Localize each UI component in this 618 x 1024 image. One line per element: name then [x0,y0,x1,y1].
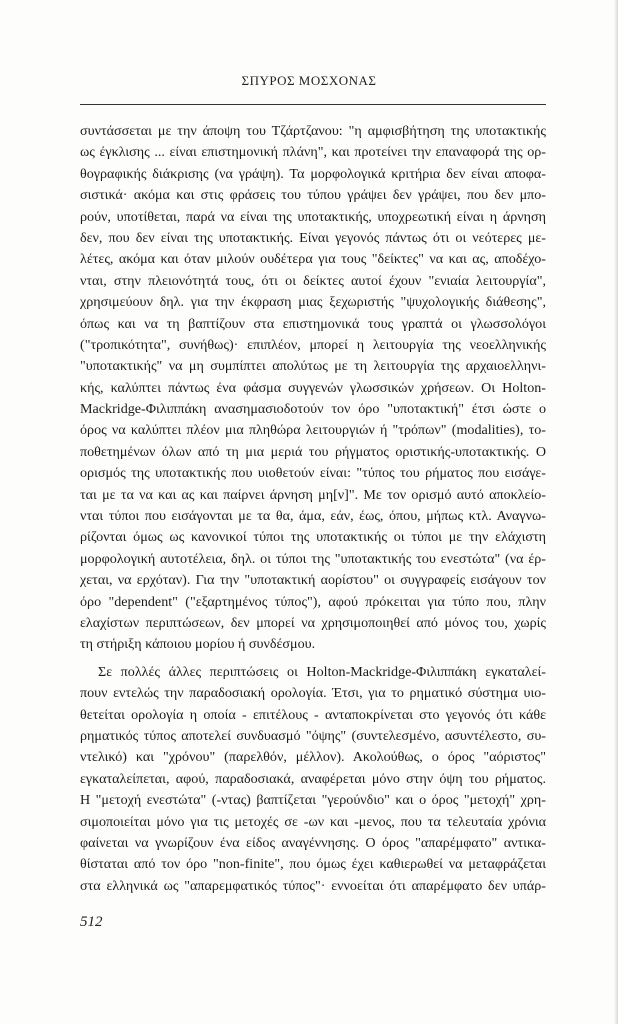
text-line: χρησιμεύουν δηλ. για την έκφραση μιας ξεχωριστής "ψυχολογικής διάθεσης", [80,294,546,311]
text-line: ("τροπικότητα", συνήθως)· επιπλέον, μπορεί η λειτουργία της νεοελληνικής [80,336,546,353]
text-line: πουν εντελώς την παραδοσιακή ορολογία. Έτσι, για το ρηματικό σύστημα υιο- [80,685,546,702]
page-edge-shadow [614,0,618,1024]
text-line-paragraph-end: τη στήριξη κάποιου μορίου ή συνδέσμου. [80,636,316,653]
text-line: ρίζονται όμως ως κανονικοί τύποι της υποτακτικής οι τύποι με την ελάχιστη [80,529,546,546]
text-line: ρηματικός τύπος αποτελεί συνδυασμό "όψης" (συντελεσμένο, ασυντέλεστο, συ- [80,727,546,744]
text-line: θετείται ορολογία η οποία - επιτέλους - ανταποκρίνεται στο γεγονός ότι κάθε [80,706,546,723]
text-line: Mackridge-Φιλιππάκη ανασημασιοδοτούν τον όρο "υποτακτική" έτσι ώστε ο [80,401,546,418]
text-line: ποθετημένων όλων από τη μια μεριά του ρήγματος οριστικής-υποτακτικής. Ο [80,443,546,460]
text-line: εγκαταλείπεται, αφού, παραδοσιακά, αναφέρεται μόνο στην όψη του ρήματος. [80,770,546,787]
text-line-paragraph-start: Σε πολλές άλλες περιπτώσεις οι Holton-Mackridge-Φιλιππάκη εγκαταλεί- [98,663,546,680]
text-line: λέτες, ακόμα και όταν μιλούν ουδέτερα για τους "δείκτες" να και ας, αποδέχο- [80,251,546,268]
text-line: στα ελληνικά ως "απαρεμφατικός τύπος"· εννοείται ότι απαρέμφατο δεν υπάρ- [80,877,546,894]
text-line: όρο "dependent" ("εξαρτημένος τύπος"), αφού πρόκειται για τύπο που, πλην [80,593,546,610]
text-line: "υποτακτικής" να μη συμπίπτει απολύτως με τη λειτουργία της αρχαιοελληνι- [80,358,546,375]
text-line: σιμοποιείται μόνο για τις μετοχές σε -ων και -μενος, που τα τελευταία χρόνια [80,813,546,830]
text-line: συντάσσεται με την άποψη του Τζάρτζανου: "η αμφισβήτηση της υποτακτικής [80,123,546,139]
text-line: ορισμός της υποτακτικής που υιοθετούν είναι: "τύπος του ρήματος που εισάγε- [80,465,546,482]
text-line: ρούν, υποτίθεται, παρά να είναι της υποτακτικής, υποχρεωτική είναι η άρνηση [80,208,546,225]
text-line: ως έγκλισης ... είναι επιστημονική πλάνη", και προτείνει την επαναφορά της ορ- [80,144,546,161]
text-line: θίσταται από τον όρο "non-finite", που όμως έχει καθιερωθεί να μεταφράζεται [80,856,546,873]
text-line: όπως και να τη βαπτίζουν στα επιστημονικά τους γραπτά οι γλωσσολόγοι [80,315,546,332]
text-line: σιστικά· ακόμα και στις φράσεις του τύπου γράψει δεν γράψει, που δεν μπο- [80,187,546,204]
text-line: κής, καλύπτει πάντως ένα φάσμα συγγενών γλωσσικών χρήσεων. Οι Holton- [80,379,546,396]
text-line: ελαχίστων περιπτώσεων, δεν μπορεί να χρησιμοποιηθεί από μόνος του, χωρίς [80,614,546,631]
body-text [80,121,546,897]
text-line: χεται, να ερχόταν). Για την "υποτακτική αορίστου" οι συγγραφείς εισάγουν τον [80,572,546,589]
text-line: θογραφικής διάκρισης (να γράψη). Τα μορφολογικά κριτήρια δεν είναι αποφα- [80,165,546,182]
text-line: όρος να καλύπτει πλέον μια πληθώρα λειτουργιών ή "τρόπων" (modalities), το- [80,422,546,439]
text-line: ται με τα να και ας και παίρνει άρνηση μη[ν]". Με τον ορισμό αυτό αποκλείο- [80,486,546,503]
text-line: νται τύποι που εισάγονται με τα θα, άμα, εάν, έως, όπου, μήπως κτλ. Αναγνω- [80,508,546,525]
running-head-author: ΣΠΥΡΟΣ ΜΟΣΧΟΝΑΣ [241,73,377,88]
text-line: φαίνεται να γνωρίζουν ένα είδος αναγέννησης. Ο όρος "απαρέμφατο" αντικα- [80,834,546,851]
header-rule [80,104,546,105]
text-line: δεν, που δεν είναι της υποτακτικής. Είναι γεγονός πάντως ότι οι νεότερες με- [80,229,546,246]
text-line: ντελικό) και "χρόνου" (παρελθόν, μέλλον). Ακολούθως, ο όρος "αόριστος" [80,749,546,766]
page-number: 512 [80,914,103,930]
text-line: μορφολογική αυτοτέλεια, δηλ. οι τύποι της "υποτακτικής του ενεστώτα" (να έρ- [80,550,546,567]
text-line: Η "μετοχή ενεστώτα" (-ντας) βαπτίζεται "γερούνδιο" και ο όρος "μετοχή" χρη- [80,792,546,809]
text-line: νται, στην πλειονότητά τους, ότι οι δείκτες αυτοί έχουν "ενιαία λειτουργία", [80,272,546,289]
